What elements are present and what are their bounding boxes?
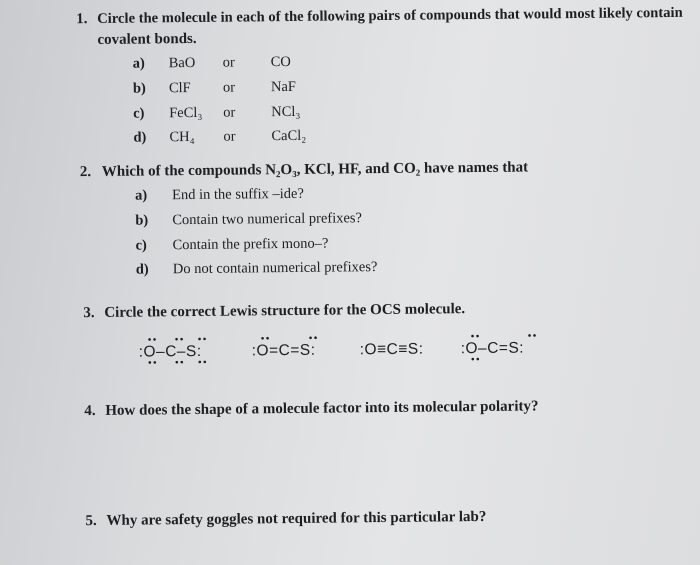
q5-number: 5. <box>85 513 97 530</box>
q1-text-line2: covalent bonds. <box>97 30 197 48</box>
q1-row-or: or <box>223 128 236 145</box>
q1-row-left: CH₄ <box>169 128 195 146</box>
q1-row-left: FeCl₃ <box>169 104 203 122</box>
q4-number: 4. <box>84 403 96 420</box>
q4-text: How does the shape of a molecule factor into its molecular polarity? <box>105 398 539 419</box>
q1-row-left: BaO <box>168 54 196 72</box>
q2-item-text: End in the suffix –ide? <box>171 185 304 204</box>
lewis-option-4: :O–C=S: <box>460 339 525 358</box>
q2-item-text: Do not contain numerical prefixes? <box>172 259 378 278</box>
q1-row-right: CO <box>270 53 291 71</box>
q2-item-label: d) <box>135 261 149 278</box>
q2-item-text: Contain two numerical prefixes? <box>172 210 363 229</box>
lewis-option-2: :O=C=S: <box>251 341 316 360</box>
q2-item-label: b) <box>135 212 149 229</box>
q2-item-label: c) <box>135 237 147 254</box>
q5-text: Why are safety goggles not required for this particular lab? <box>106 508 487 529</box>
q3-number: 3. <box>83 305 95 322</box>
q1-row-right: NaF <box>270 78 296 96</box>
q1-row-label: b) <box>132 80 146 97</box>
q1-row-right: NCl₃ <box>271 103 301 121</box>
q2-number: 2. <box>79 164 92 181</box>
q1-row-left: ClF <box>168 80 191 97</box>
q2-item-label: a) <box>134 187 148 204</box>
q1-number: 1. <box>76 11 88 28</box>
q1-row-or: or <box>223 104 236 121</box>
q1-row-label: a) <box>132 55 145 72</box>
q1-text-line1: Circle the molecule in each of the following pairs of compounds that would most likely contain <box>97 4 683 27</box>
q2-text: Which of the compounds N₂O₃, KCl, HF, and CO₂ have names that <box>101 159 529 180</box>
q3-text: Circle the correct Lewis structure for the OCS molecule. <box>104 301 466 321</box>
q1-row-label: c) <box>133 105 145 122</box>
q1-row-label: d) <box>133 129 147 146</box>
q1-row-or: or <box>222 79 236 96</box>
q1-row-or: or <box>222 54 235 71</box>
lewis-option-1: :O–C–S: <box>138 342 202 361</box>
q1-row-right: CaCl₂ <box>271 127 307 145</box>
lewis-option-3: :O≡C≡S: <box>359 340 424 359</box>
q2-item-text: Contain the prefix mono–? <box>172 235 329 254</box>
